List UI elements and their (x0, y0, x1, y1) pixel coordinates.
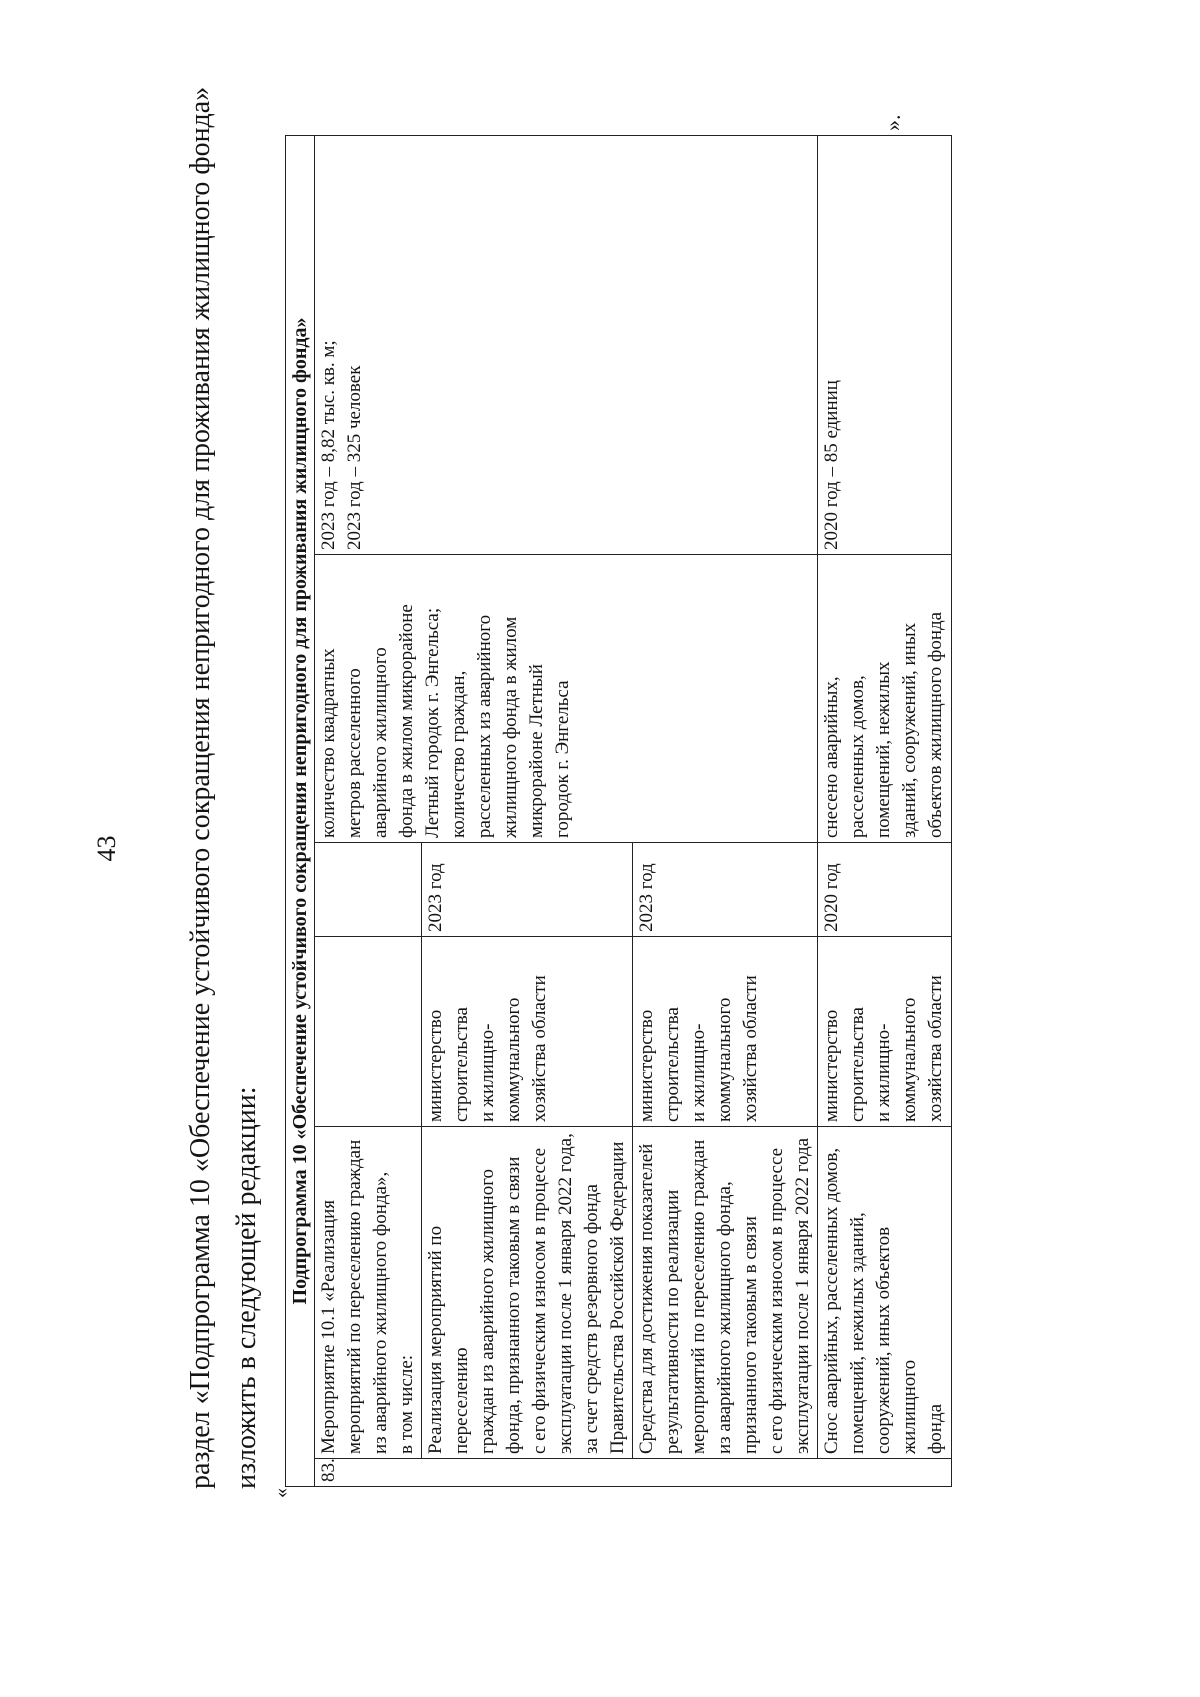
indicator-value: 2020 год – 85 единиц (821, 380, 842, 550)
executor-cell (422, 937, 633, 1127)
year: 2023 год (636, 863, 657, 932)
measure-name: Снос аварийных, расселенных домов, помещений, нежилых зданий, сооружений, иных объектов жилищного фонда (821, 1147, 946, 1454)
table-row (315, 136, 422, 1487)
measure-name-cell (818, 1127, 952, 1459)
executor-cell (818, 937, 952, 1127)
executor: министерство строительства и жилищно- коммунального хозяйства области (821, 975, 946, 1122)
executor-cell (633, 937, 818, 1127)
page-number: 43 (92, 835, 121, 862)
indicator-cell (818, 555, 952, 843)
indicator-value-cell (315, 136, 818, 555)
indicator: снесено аварийных, расселенных домов, помещений, нежилых зданий, сооружений, иных объектов жилищного фонда (821, 611, 946, 838)
indicator-value: 2023 год – 8,82 тыс. кв. м; 2023 год – 325 человек (318, 340, 365, 550)
intro-paragraph: раздел «Подпрограмма 10 «Обеспечение устойчивого сокращения непригодного для проживания жилищного фонда» изложить в следующей редакции: (185, 86, 262, 1489)
executor-cell (315, 937, 422, 1127)
table-header-row (286, 136, 315, 1487)
year: 2023 год (425, 863, 446, 932)
subprogram-title: Подпрограмма 10 «Обеспечение устойчивого сокращения непригодного для проживания жилищного фонда» (286, 136, 315, 1487)
indicator-value-cell (818, 136, 952, 555)
measure-name-cell (315, 1127, 422, 1459)
row-number: 83. (315, 1459, 952, 1487)
executor: министерство строительства и жилищно- коммунального хозяйства области (636, 975, 761, 1122)
year-cell (315, 843, 422, 937)
indicator-cell (315, 555, 818, 843)
measure-name-cell (633, 1127, 818, 1459)
measure-name: Мероприятие 10.1 «Реализация мероприятий по переселению граждан из аварийного жилищного фонда», в том числе: (318, 1139, 417, 1454)
table-row (818, 136, 952, 1487)
measure-name: Средства для достижения показателей результативности по реализации мероприятий по переселению граждан из аварийного жилищного фонда, признанного таковым в связи с его физическим износом в процессе эксплуатации после 1 января 2022 года (636, 1137, 813, 1454)
year-cell (422, 843, 633, 937)
measure-name-cell (422, 1127, 633, 1459)
year-cell (818, 843, 952, 937)
subprogram-table (285, 135, 952, 1487)
measure-name: Реализация мероприятий по переселению граждан из аварийного жилищного фонда, признанного таковым в связи с его физическим износом в процессе эксплуатации после 1 января 2022 года, за счет средств резервного фонда Правительства Российской Федерации (425, 1133, 628, 1454)
indicator: количество квадратных метров расселенного аварийного жилищного фонда в жилом микрорайоне Летный городок г. Энгельса; количество граждан, расселенных из аварийного жилищного фонда в жилом микрорайоне Летный городок г. Энгельса (318, 604, 573, 838)
opening-quote-mark: « (270, 1488, 292, 1498)
year-cell (633, 843, 818, 937)
closing-quote-mark: ». (880, 114, 905, 131)
executor: министерство строительства и жилищно- коммунального хозяйства области (425, 975, 550, 1122)
year: 2020 год (821, 863, 842, 932)
